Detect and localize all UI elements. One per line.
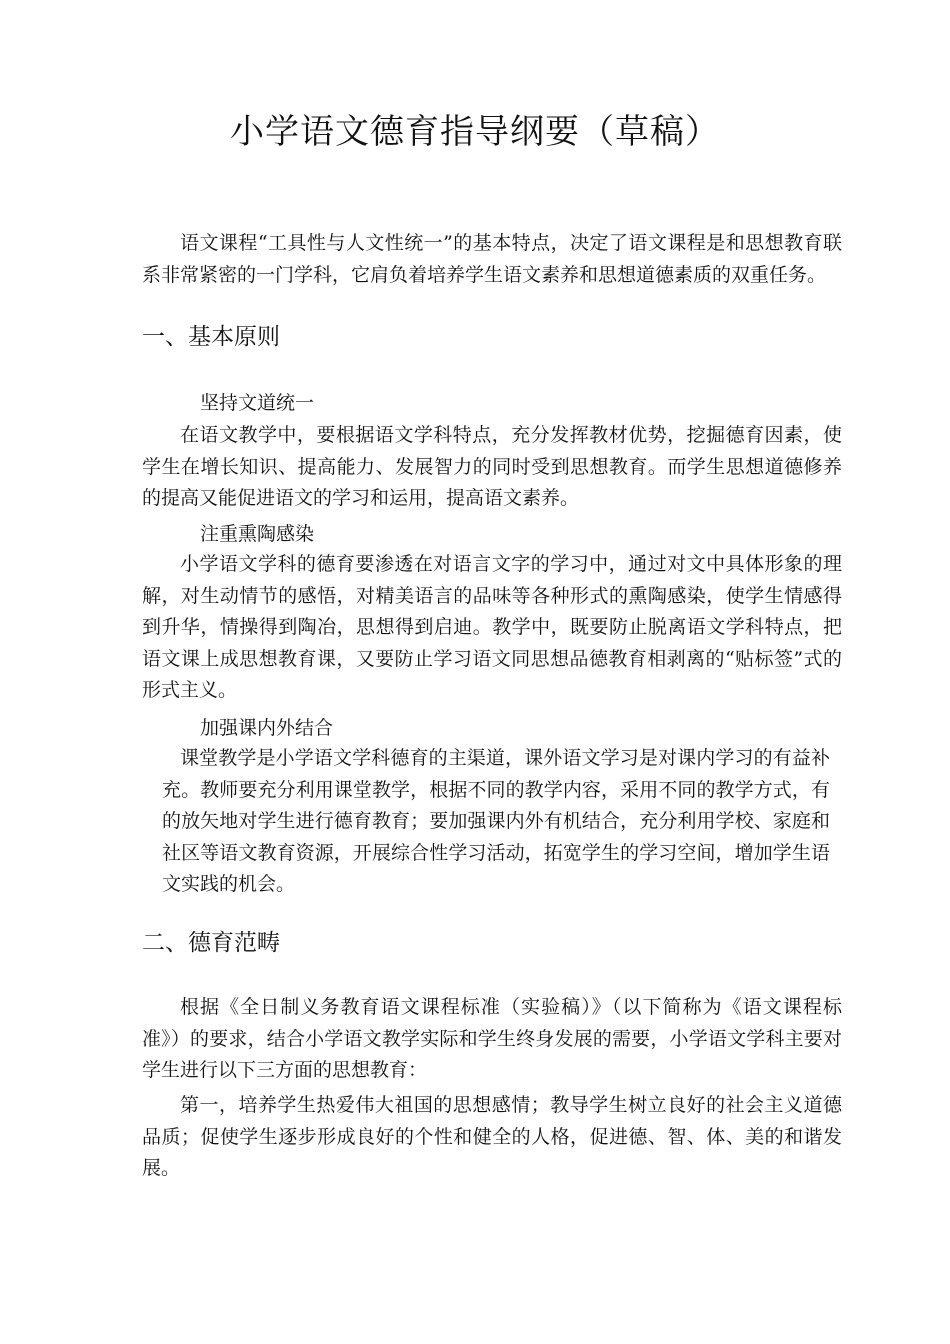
section-heading-principles: 一、基本原则	[142, 324, 280, 350]
subheading-unity: 坚持文道统一	[200, 392, 315, 414]
section-heading-scope: 二、德育范畴	[142, 930, 280, 956]
paragraph-scope-first: 第一，培养学生热爱伟大祖国的思想感情；教导学生树立良好的社会主义道德品质；促使学生逐步形成良好的个性和健全的人格，促进德、智、体、美的和谐发展。	[142, 1094, 842, 1179]
paragraph-integration: 课堂教学是小学语文学科德育的主渠道，课外语文学习是对课内学习的有益补充。教师要充分利用课堂教学，根据不同的教学内容，采用不同的教学方式，有的放矢地对学生进行德育教育；要加强课内外有机结合，充分利用学校、家庭和社区等语文教育资源，开展综合性学习活动，拓宽学生的学习空间，增加学生语文实践的机会。	[162, 747, 830, 895]
intro-paragraph: 语文课程“工具性与人文性统一”的基本特点，决定了语文课程是和思想教育联系非常紧密的一门学科，它肩负着培养学生语文素养和思想道德素质的双重任务。	[142, 232, 842, 286]
subheading-integration: 加强课内外结合	[200, 717, 334, 739]
paragraph-influence: 小学语文学科的德育要渗透在对语言文字的学习中，通过对文中具体形象的理解，对生动情节的感悟，对精美语言的品味等各种形式的熏陶感染，使学生情感得到升华，情操得到陶冶，思想得到启迪。教学中，既要防止脱离语文学科特点，把语文课上成思想教育课，又要防止学习语文同思想品德教育相剥离的“贴标签”式的形式主义。	[142, 553, 842, 701]
document-title: 小学语文德育指导纲要（草稿）	[230, 112, 720, 152]
paragraph-scope-intro: 根据《全日制义务教育语文课程标准（实验稿）》（以下简称为《语文课程标准》）的要求，结合小学语文教学实际和学生终身发展的需要，小学语文学科主要对学生进行以下三方面的思想教育：	[142, 996, 842, 1081]
subheading-influence: 注重熏陶感染	[200, 523, 315, 545]
paragraph-unity: 在语文教学中，要根据语文学科特点，充分发挥教材优势，挖掘德育因素，使学生在增长知识、提高能力、发展智力的同时受到思想教育。而学生思想道德修养的提高又能促进语文的学习和运用，提高语文素养。	[142, 424, 842, 509]
